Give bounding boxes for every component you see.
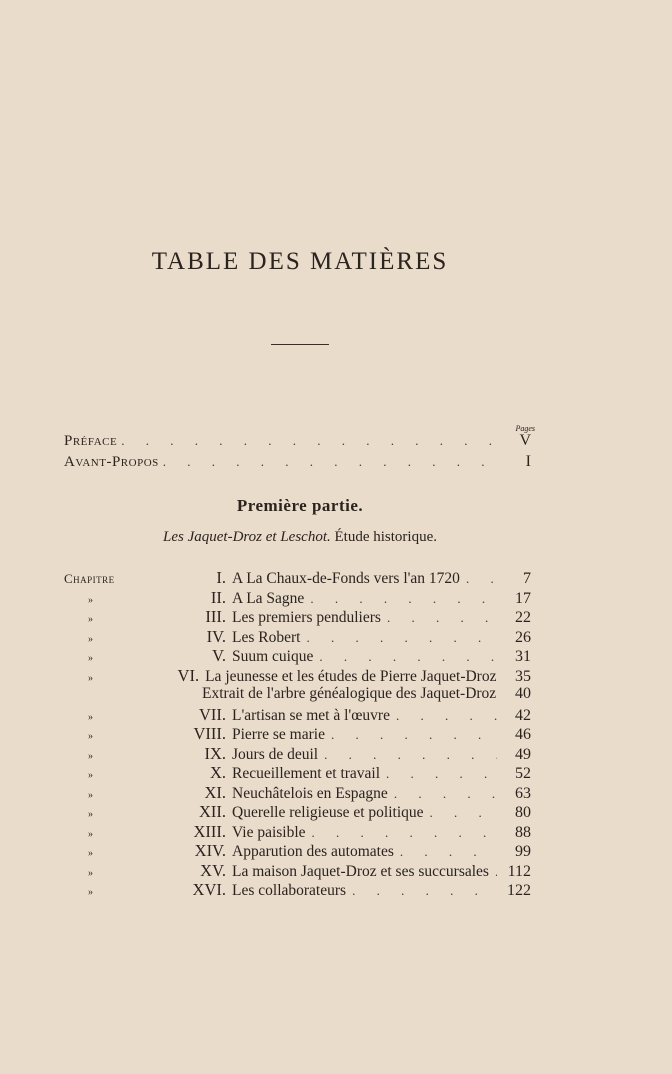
dot-leader — [121, 433, 497, 449]
dot-leader — [331, 727, 497, 743]
chapter-row — [64, 666, 531, 686]
ditto-mark: » — [88, 848, 94, 859]
chapter-title: Pierre se marie — [232, 726, 325, 743]
ditto-mark: » — [88, 614, 94, 625]
part-heading: Première partie. — [236, 496, 364, 515]
page-number: I — [525, 453, 531, 470]
chapter-row — [64, 744, 531, 764]
front-matter-label: Avant-Propos — [64, 454, 159, 470]
chapter-number: I. — [216, 568, 226, 587]
chapter-number: XVI. — [192, 880, 226, 899]
ditto-mark: » — [88, 633, 94, 645]
chapter-row — [64, 783, 531, 803]
page-number: 49 — [515, 745, 531, 763]
page-number: 112 — [507, 862, 531, 880]
page-number: 31 — [515, 648, 531, 665]
chapter-number: VII. — [198, 704, 226, 724]
pages-column-header: Pages — [515, 424, 535, 433]
dot-leader — [430, 805, 497, 821]
page-title: TABLE DES MATIÈRES — [151, 248, 449, 275]
page-number: 99 — [515, 843, 531, 860]
ditto-mark: » — [88, 594, 94, 606]
page-number: 35 — [515, 667, 532, 685]
dot-leader — [310, 591, 497, 607]
dot-leader — [396, 708, 497, 724]
chapter-title: Querelle religieuse et politique — [232, 804, 424, 821]
ditto-mark: » — [88, 653, 94, 664]
page-number: 17 — [515, 589, 531, 607]
chapter-label: Chapitre — [64, 571, 115, 586]
page-number: 42 — [515, 706, 531, 724]
dot-leader — [319, 649, 497, 665]
chapter-number: IV. — [206, 626, 226, 646]
chapter-number: XI. — [204, 782, 226, 802]
subheading-rest: Étude historique. — [334, 529, 437, 545]
dot-leader — [400, 844, 497, 860]
chapter-title: Les Robert — [232, 628, 301, 646]
dot-leader — [495, 864, 497, 880]
chapter-row — [64, 646, 531, 666]
chapter-row — [64, 861, 531, 881]
page-number: 40 — [515, 685, 531, 702]
chapter-number: XIII. — [193, 821, 226, 841]
chapter-row — [64, 763, 531, 783]
ditto-mark: » — [88, 789, 94, 801]
chapter-row — [64, 588, 531, 608]
chapter-title: Les collaborateurs — [232, 882, 347, 899]
dot-leader — [386, 766, 497, 782]
chapter-number: XIV. — [194, 841, 226, 860]
dot-leader — [387, 610, 497, 626]
title-divider — [271, 344, 329, 345]
chapter-row — [64, 685, 531, 705]
chapter-number: X. — [209, 763, 226, 782]
chapter-number: VI. — [177, 665, 200, 685]
subheading-italic: Les Jaquet-Droz et Leschot. — [163, 529, 331, 545]
chapter-title: Neuchâtelois en Espagne — [232, 784, 388, 802]
ditto-mark: » — [88, 770, 94, 781]
front-matter-label: Préface — [64, 433, 118, 449]
chapter-row — [64, 627, 531, 647]
page-number: 7 — [523, 570, 531, 587]
ditto-mark: » — [88, 750, 94, 762]
page-number: 26 — [515, 628, 531, 646]
chapter-number: IX. — [204, 743, 226, 763]
ditto-mark: » — [88, 711, 94, 723]
chapter-row — [64, 822, 531, 842]
dot-leader — [306, 630, 497, 646]
chapter-number: VIII. — [193, 724, 226, 743]
page-number: 88 — [515, 823, 531, 841]
chapter-row — [64, 802, 531, 822]
chapter-title: L'artisan se met à l'œuvre — [232, 706, 390, 724]
page-number: 52 — [515, 765, 531, 782]
chapter-row — [64, 880, 531, 900]
chapter-title: Vie paisible — [232, 823, 306, 841]
chapter-title: Les premiers penduliers — [232, 609, 381, 626]
chapter-title: La maison Jaquet-Droz et ses succursales — [232, 862, 489, 880]
chapter-row — [64, 607, 531, 627]
chapter-number: V. — [212, 646, 226, 665]
front-matter-row — [64, 432, 531, 452]
ditto-mark: » — [88, 828, 94, 840]
page-number: V — [519, 432, 531, 449]
chapter-row — [64, 724, 531, 744]
chapter-title: Recueillement et travail — [232, 765, 381, 782]
chapter-title: Apparution des automates — [232, 843, 394, 860]
page-number: 80 — [515, 804, 531, 821]
chapter-number: III. — [205, 607, 226, 626]
ditto-mark: » — [88, 672, 94, 684]
chapter-title: Extrait de l'arbre généalogique des Jaquet-Droz — [202, 685, 497, 702]
chapter-row — [64, 705, 531, 725]
dot-leader — [466, 571, 497, 587]
dot-leader — [394, 786, 497, 802]
chapter-title: A La Sagne — [232, 589, 305, 607]
chapter-number: XV. — [200, 860, 226, 880]
dot-leader — [163, 454, 497, 470]
chapter-list — [64, 568, 531, 900]
chapter-number: II. — [210, 587, 226, 607]
dot-leader — [312, 825, 497, 841]
chapter-row — [64, 568, 531, 588]
chapter-row — [64, 841, 531, 861]
chapter-title: La jeunesse et les études de Pierre Jaquet-Droz — [205, 667, 497, 685]
chapter-title: Suum cuique — [232, 648, 314, 665]
part-subheading — [0, 529, 600, 546]
page-number: 46 — [515, 726, 531, 743]
page-number: 22 — [515, 609, 531, 626]
chapter-title: Jours de deuil — [232, 745, 319, 763]
ditto-mark: » — [88, 809, 94, 820]
ditto-mark: » — [88, 867, 94, 879]
chapter-title: A La Chaux-de-Fonds vers l'an 1720 — [232, 570, 460, 587]
ditto-mark: » — [88, 887, 94, 898]
page-number: 63 — [515, 784, 531, 802]
ditto-mark: » — [88, 731, 94, 742]
dot-leader — [324, 747, 497, 763]
front-matter-row — [64, 453, 531, 473]
page-number: 122 — [507, 882, 531, 899]
chapter-number: XII. — [198, 802, 226, 821]
dot-leader — [352, 883, 497, 899]
